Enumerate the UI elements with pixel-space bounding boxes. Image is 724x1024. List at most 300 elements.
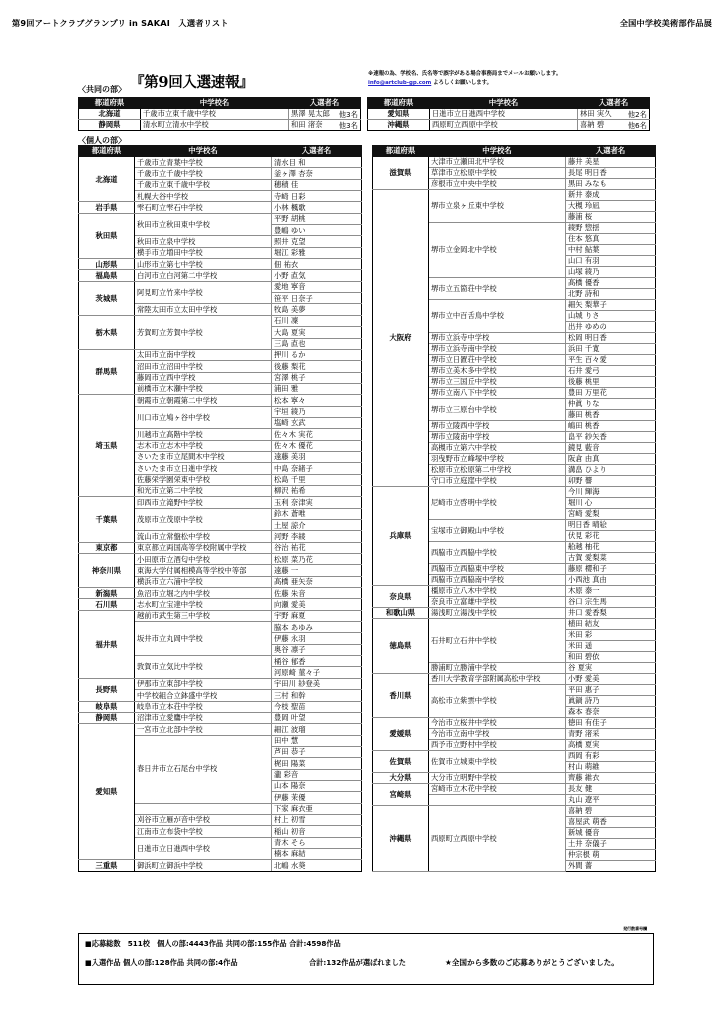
- cell-winner: 宇田川 紗登美: [272, 678, 362, 689]
- cell-school: 越前市武生第三中学校: [135, 610, 272, 621]
- cell-winner: 山城 りさ: [566, 311, 656, 322]
- cell-prefecture: 福島県: [79, 270, 135, 281]
- cell-winner: 齊藤 維衣: [566, 773, 656, 784]
- table-row: [373, 190, 656, 201]
- cell-winner: 米田 彩: [566, 630, 656, 641]
- cell-prefecture: 北海道: [79, 109, 141, 120]
- table-row: [79, 712, 362, 723]
- table-row: [373, 487, 656, 498]
- cell-winner: 中村 鮎葉: [566, 245, 656, 256]
- cell-school: [135, 803, 272, 814]
- cell-winner: 宮澤 桃子: [272, 372, 362, 383]
- cell-winner: 林田 実久 他2名: [578, 109, 650, 120]
- cell-school: 秋田市立秋田東中学校: [135, 213, 272, 236]
- cell-winner: 河野 李綾: [272, 531, 362, 542]
- cell-school: さいたま市立日進中学校: [135, 463, 272, 474]
- table-row: [79, 349, 362, 360]
- cell-winner: 鏡見 藍音: [566, 443, 656, 454]
- issue-number-stamp: 発行数番号欄: [623, 926, 647, 931]
- cell-school: 堺市立三原台中学校: [429, 399, 566, 421]
- cell-winner: 小野 愛美: [566, 674, 656, 685]
- table-row: [373, 608, 656, 619]
- cell-winner: 小林 楓歌: [272, 202, 362, 213]
- cell-winner: 佐藤 朱音: [272, 588, 362, 599]
- cell-winner: 仲宗根 萌: [566, 850, 656, 861]
- cell-winner: 谷口 宗生馬: [566, 597, 656, 608]
- column-header-winner: 入選者名: [289, 98, 361, 109]
- cell-prefecture: 石川県: [79, 599, 135, 610]
- cell-winner: 脇本 あゆみ: [272, 622, 362, 633]
- cell-school: 前橋市立木瀬中学校: [135, 383, 272, 394]
- cell-winner: 西岡 有彩: [566, 751, 656, 762]
- cell-additional-count: 他2名: [627, 110, 647, 119]
- cell-winner: 石井 愛弓: [566, 366, 656, 377]
- cell-prefecture: 神奈川県: [79, 554, 135, 588]
- cell-prefecture: 和歌山県: [373, 608, 429, 619]
- cell-school: さいたま市立尾間木中学校: [135, 451, 272, 462]
- cell-winner: 山塚 綾乃: [566, 267, 656, 278]
- cell-school: 西原町立西原中学校: [430, 120, 578, 131]
- cell-prefecture: 静岡県: [79, 712, 135, 723]
- cell-winner: 藤田 桃香: [566, 410, 656, 421]
- cell-winner: 綾野 惣揺: [566, 223, 656, 234]
- cell-school: 堺市立金岡北中学校: [429, 223, 566, 278]
- cell-school: 堺市立三国丘中学校: [429, 377, 566, 388]
- cell-winner: 玉利 奈津実: [272, 497, 362, 508]
- cell-winner: 村山 萌維: [566, 762, 656, 773]
- cell-winner: 明日香 晴絵: [566, 520, 656, 531]
- cell-school: 松原市立松原第二中学校: [429, 465, 566, 476]
- cell-winner: 楠本 麻結: [272, 848, 362, 859]
- cell-winner: 藤浦 桜: [566, 212, 656, 223]
- cell-additional-count: 他6名: [627, 121, 647, 130]
- cell-winner: 寺崎 日彩: [272, 191, 362, 202]
- cell-winner: 伏見 彩花: [566, 531, 656, 542]
- cell-winner: 卯野 響: [566, 476, 656, 487]
- cell-prefecture: 大分県: [373, 773, 429, 784]
- cell-school: 茂原市立茂原中学校: [135, 508, 272, 531]
- cell-school: 西脇市立西脇南中学校: [429, 575, 566, 586]
- cell-winner: 船越 柚花: [566, 542, 656, 553]
- individual-table-left: [78, 145, 362, 872]
- cell-prefecture: 奈良県: [373, 586, 429, 608]
- cell-winner: 新井 泰成: [566, 190, 656, 201]
- cell-winner: 豊田 万里花: [566, 388, 656, 399]
- cell-winner: 山本 陽奈: [272, 780, 362, 791]
- cell-winner: 高橋 夏実: [566, 740, 656, 751]
- cell-prefecture: 静岡県: [79, 120, 141, 131]
- cell-school: 尼崎市立啓明中学校: [429, 487, 566, 520]
- cell-school: 佐賀市立城東中学校: [429, 751, 566, 773]
- cell-winner: 佐々木 優花: [272, 440, 362, 451]
- cell-winner: 浦田 雅: [272, 383, 362, 394]
- column-header-prefecture: 都道府県: [373, 146, 429, 157]
- cell-school: 高槻市立第六中学校: [429, 443, 566, 454]
- cell-winner: 青木 そら: [272, 837, 362, 848]
- cell-school: 宮崎市立木花中学校: [429, 784, 566, 795]
- cell-winner: 中島 奈緒子: [272, 463, 362, 474]
- cell-school: 志木市立志木中学校: [135, 440, 272, 451]
- cell-school: 日進市立日進西中学校: [430, 109, 578, 120]
- cell-school: 藤岡市立西中学校: [135, 372, 272, 383]
- cell-school: 山形市立第七中学校: [135, 259, 272, 270]
- cell-winner: 出井 ゆめの: [566, 322, 656, 333]
- cell-school: 堺市立日置荘中学校: [429, 355, 566, 366]
- cell-winner: 細矢 梨華子: [566, 300, 656, 311]
- cell-winner: 清水目 和: [272, 157, 362, 168]
- cell-prefecture: 北海道: [79, 157, 135, 202]
- cell-school: 高松市立紫雲中学校: [429, 685, 566, 718]
- cell-school: 香川大学教育学部附属高松中学校: [429, 674, 566, 685]
- cell-winner: 牧島 美夢: [272, 304, 362, 315]
- table-row: [79, 270, 362, 281]
- joint-table-left: [78, 97, 361, 131]
- cell-winner: 愛地 寧音: [272, 281, 362, 292]
- cell-school: 沼田市立沼田中学校: [135, 361, 272, 372]
- cell-winner: 宮崎 愛梨: [566, 509, 656, 520]
- individual-section: [78, 145, 654, 872]
- table-row: [79, 202, 362, 213]
- cell-winner: 森本 春奈: [566, 707, 656, 718]
- cell-school: 横手市立増田中学校: [135, 247, 272, 258]
- table-row: [79, 157, 362, 168]
- column-header-school: 中学校名: [141, 98, 289, 109]
- cell-prefecture: 佐賀県: [373, 751, 429, 773]
- cell-winner: 小西池 真由: [566, 575, 656, 586]
- cell-prefecture: 徳島県: [373, 619, 429, 674]
- joint-section: [78, 97, 648, 131]
- cell-school: 魚沼市立堀之内中学校: [135, 588, 272, 599]
- cell-prefecture: 埼玉県: [79, 395, 135, 497]
- cell-winner: 今枝 聖苗: [272, 701, 362, 712]
- cell-prefecture: 愛知県: [368, 109, 430, 120]
- table-row: [79, 588, 362, 599]
- cell-school: 千歳市立東千歳中学校: [135, 179, 272, 190]
- cell-school: 堺市立南八下中学校: [429, 388, 566, 399]
- cell-school: 白河市立白河第二中学校: [135, 270, 272, 281]
- cell-school: 東海大学付属相模高等学校中等部: [135, 565, 272, 576]
- cell-school: 横浜市立六浦中学校: [135, 576, 272, 587]
- cell-winner: 釜ヶ澤 杏奈: [272, 168, 362, 179]
- table-row: [79, 610, 362, 621]
- cell-winner: 藤原 櫻和子: [566, 564, 656, 575]
- footer-selected-works: ■入選作品 個人の部:128作品 共同の部:4作品: [85, 958, 238, 967]
- column-header-prefecture: 都道府県: [368, 98, 430, 109]
- cell-school: 流山市立常盤松中学校: [135, 531, 272, 542]
- joint-right-body: [368, 109, 650, 131]
- table-row: [79, 701, 362, 712]
- cell-winner: 黒澤 晃太郎 他3名: [289, 109, 361, 120]
- joint-section-label: 〈共同の部〉: [78, 85, 126, 94]
- cell-prefecture: 沖縄県: [373, 806, 429, 872]
- cell-winner: 伊藤 茉優: [272, 792, 362, 803]
- table-row: [79, 259, 362, 270]
- cell-winner: 畠平 紗矢香: [566, 432, 656, 443]
- cell-prefecture: 山形県: [79, 259, 135, 270]
- table-row: [79, 315, 362, 326]
- cell-school: 小田原市立酒匂中学校: [135, 554, 272, 565]
- page-title: 『第9回入選速報』: [130, 74, 254, 91]
- cell-school: 坂井市立丸岡中学校: [135, 622, 272, 656]
- cell-school: 敦賀市立気比中学校: [135, 656, 272, 679]
- cell-school: 秋田市立泉中学校: [135, 236, 272, 247]
- cell-school: 東京都立両国高等学校附属中学校: [135, 542, 272, 553]
- cell-winner: 長友 健: [566, 784, 656, 795]
- cell-winner: 佐々木 実花: [272, 429, 362, 440]
- cell-school: 大分市立明野中学校: [429, 773, 566, 784]
- footer-total-entries: ■応募総数 511校 個人の部:4443作品 共同の部:155作品 合計:4598作品: [85, 939, 341, 948]
- header-right-title: 全国中学校美術部作品展: [619, 18, 712, 28]
- cell-winner: 谷 夏実: [566, 663, 656, 674]
- cell-school: 堺市立陵南中学校: [429, 432, 566, 443]
- cell-prefecture: 栃木県: [79, 315, 135, 349]
- cell-prefecture: 秋田県: [79, 213, 135, 258]
- cell-winner: 木原 泰一: [566, 586, 656, 597]
- running-header: [0, 18, 724, 29]
- table-header-row: [79, 98, 361, 109]
- cell-winner: 北野 詩和: [566, 289, 656, 300]
- footer-selected-total: 合計:132作品が選ばれました: [309, 958, 406, 967]
- cell-school: 札幌大谷中学校: [135, 191, 272, 202]
- cell-winner: 和田 渚奈 他3名: [289, 120, 361, 131]
- cell-winner: 松原 菜乃花: [272, 554, 362, 565]
- table-row: [373, 157, 656, 168]
- cell-school: 伊那市立東部中学校: [135, 678, 272, 689]
- cell-winner: 藤井 美星: [566, 157, 656, 168]
- cell-school: 刈谷市立雁が音中学校: [135, 814, 272, 825]
- cell-prefecture: 香川県: [373, 674, 429, 718]
- column-header-winner: 入選者名: [578, 98, 650, 109]
- cell-winner: 阪倉 由真: [566, 454, 656, 465]
- individual-section-label: 〈個人の部〉: [78, 136, 126, 145]
- cell-winner: 喜納 碧 他6名: [578, 120, 650, 131]
- cell-school: 奈良市立富雄中学校: [429, 597, 566, 608]
- notice-text: [368, 70, 561, 88]
- cell-winner: 古賀 愛梨菜: [566, 553, 656, 564]
- cell-winner: 三島 直也: [272, 338, 362, 349]
- cell-winner: 眞鍋 詩乃: [566, 696, 656, 707]
- cell-school: 印西市立滝野中学校: [135, 497, 272, 508]
- column-header-winner: 入選者名: [566, 146, 656, 157]
- table-row: [79, 497, 362, 508]
- cell-prefecture: 兵庫県: [373, 487, 429, 586]
- cell-prefecture: 宮崎県: [373, 784, 429, 806]
- cell-prefecture: 長野県: [79, 678, 135, 701]
- table-row: [373, 619, 656, 630]
- table-row: [79, 599, 362, 610]
- cell-school: 大津市立瀬田北中学校: [429, 157, 566, 168]
- cell-school: 堺市立中百舌鳥中学校: [429, 300, 566, 333]
- cell-additional-count: 他3名: [338, 121, 358, 130]
- individual-left-body: [79, 157, 362, 872]
- cell-winner: 喜屋武 萌香: [566, 817, 656, 828]
- table-header-row: [373, 146, 656, 157]
- joint-table-right: [367, 97, 650, 131]
- cell-winner: 今川 輝海: [566, 487, 656, 498]
- cell-winner: 奥谷 凛子: [272, 644, 362, 655]
- cell-winner: 遠藤 美羽: [272, 451, 362, 462]
- cell-school: 宝塚市立御殿山中学校: [429, 520, 566, 542]
- cell-school: 志水町立宝達中学校: [135, 599, 272, 610]
- cell-winner: 喜納 碧: [566, 806, 656, 817]
- cell-prefecture: 千葉県: [79, 497, 135, 542]
- cell-winner: 河原崎 菫々子: [272, 667, 362, 678]
- cell-winner: 照井 克望: [272, 236, 362, 247]
- cell-school: 春日井市立石尾台中学校: [135, 735, 272, 803]
- cell-prefecture: 茨城県: [79, 281, 135, 315]
- cell-winner: 遠藤 一: [272, 565, 362, 576]
- summary-footer: [78, 926, 654, 985]
- cell-winner: 村上 初雪: [272, 814, 362, 825]
- cell-prefecture: 岐阜県: [79, 701, 135, 712]
- cell-winner: 溝畠 ひより: [566, 465, 656, 476]
- cell-winner: 植田 結友: [566, 619, 656, 630]
- cell-prefecture: 大阪府: [373, 190, 429, 487]
- notice-line-1: ※速報の為、学校名、氏名等で誤字がある場合事務局までメールお願いします。: [368, 71, 562, 77]
- column-header-prefecture: 都道府県: [79, 98, 141, 109]
- table-row: [373, 674, 656, 685]
- cell-winner: 平生 百々愛: [566, 355, 656, 366]
- cell-winner: 大槻 玲凪: [566, 201, 656, 212]
- cell-winner: 宇垣 綾乃: [272, 406, 362, 417]
- footer-thanks-message: ★全国から多数のご応募ありがとうございました。: [445, 958, 619, 967]
- column-header-school: 中学校名: [430, 98, 578, 109]
- cell-school: 西脇市立西脇中学校: [429, 542, 566, 564]
- table-row: [79, 860, 362, 872]
- cell-school: 堺市立泉ヶ丘東中学校: [429, 190, 566, 223]
- cell-winner: 田中 慧: [272, 735, 362, 746]
- cell-winner: 塩崎 玄武: [272, 417, 362, 428]
- cell-school: 彦根市立中央中学校: [429, 179, 566, 190]
- cell-winner: 豊岡 叶望: [272, 712, 362, 723]
- table-row: [79, 554, 362, 565]
- cell-school: 芳賀町立芳賀中学校: [135, 315, 272, 349]
- cell-winner: 北嶋 水葵: [272, 860, 362, 872]
- table-row: [373, 586, 656, 597]
- cell-winner: 佃 祐衣: [272, 259, 362, 270]
- table-row: [373, 751, 656, 762]
- cell-school: 西原町立西原中学校: [429, 806, 566, 872]
- table-row: [368, 109, 650, 120]
- cell-school: 堺市立五箇荘中学校: [429, 278, 566, 300]
- column-header-school: 中学校名: [135, 146, 272, 157]
- cell-prefecture: 新潟県: [79, 588, 135, 599]
- cell-school: 千歳市立千歳中学校: [135, 168, 272, 179]
- cell-school: 太田市立南中学校: [135, 349, 272, 360]
- contact-email-link[interactable]: info@artclub-gp.com: [368, 79, 432, 86]
- cell-school: 堺市立浜寺中学校: [429, 333, 566, 344]
- cell-winner: 住本 悠真: [566, 234, 656, 245]
- cell-school: 堺市立浜寺南中学校: [429, 344, 566, 355]
- cell-school: 阿見町立竹来中学校: [135, 281, 272, 304]
- table-header-row: [368, 98, 650, 109]
- cell-winner: 井口 愛香梨: [566, 608, 656, 619]
- table-row: [373, 773, 656, 784]
- table-row: [79, 109, 361, 120]
- cell-school: [429, 795, 566, 806]
- header-left-title: 第9回アートクラブグランプリ in SAKAI 入選者リスト: [12, 18, 229, 28]
- cell-prefecture: 東京都: [79, 542, 135, 553]
- notice-line-2: よろしくお願いします。: [433, 79, 493, 86]
- cell-winner: 小野 直気: [272, 270, 362, 281]
- cell-winner: 嶋田 桃香: [566, 421, 656, 432]
- cell-winner: 平野 胡桃: [272, 213, 362, 224]
- cell-winner: 丸山 遼平: [566, 795, 656, 806]
- cell-winner: 大島 夏実: [272, 327, 362, 338]
- cell-winner: 土井 奈儀子: [566, 839, 656, 850]
- cell-school: 草津市立松原中学校: [429, 168, 566, 179]
- cell-winner: 松本 寧々: [272, 395, 362, 406]
- cell-school: 西脇市立西脇東中学校: [429, 564, 566, 575]
- cell-school: 和光市立第二中学校: [135, 485, 272, 496]
- cell-winner: 向瀬 愛美: [272, 599, 362, 610]
- cell-winner: 仲眞 りな: [566, 399, 656, 410]
- cell-winner: 笹平 日奈子: [272, 293, 362, 304]
- table-row: [368, 120, 650, 131]
- cell-winner: 細江 波瑠: [272, 724, 362, 735]
- column-header-winner: 入選者名: [272, 146, 362, 157]
- cell-winner: 梶田 陽菜: [272, 758, 362, 769]
- cell-winner: 髙橋 亜矢奈: [272, 576, 362, 587]
- cell-winner: 松岡 明日香: [566, 333, 656, 344]
- cell-winner: 後藤 桃里: [566, 377, 656, 388]
- cell-prefecture: 福井県: [79, 610, 135, 678]
- cell-school: 朝霞市立朝霞第二中学校: [135, 395, 272, 406]
- cell-winner: 後藤 梨花: [272, 361, 362, 372]
- table-row: [79, 724, 362, 735]
- cell-winner: 谷治 祐花: [272, 542, 362, 553]
- cell-winner: 宇野 麻夏: [272, 610, 362, 621]
- cell-school: 御浜町立御浜中学校: [135, 860, 272, 872]
- column-header-prefecture: 都道府県: [79, 146, 135, 157]
- cell-winner: 青野 渚采: [566, 729, 656, 740]
- table-row: [79, 395, 362, 406]
- cell-winner: 新城 優音: [566, 828, 656, 839]
- cell-winner: 桶谷 郁香: [272, 656, 362, 667]
- cell-winner: 瀧 彩音: [272, 769, 362, 780]
- cell-winner: 堀江 彩雅: [272, 247, 362, 258]
- cell-additional-count: 他3名: [338, 110, 358, 119]
- table-header-row: [79, 146, 362, 157]
- cell-winner: 押川 るか: [272, 349, 362, 360]
- cell-school: 今治市立桜井中学校: [429, 718, 566, 729]
- cell-winner: 松島 千里: [272, 474, 362, 485]
- cell-school: 日進市立日進西中学校: [135, 837, 272, 860]
- column-header-school: 中学校名: [429, 146, 566, 157]
- cell-winner: 長尾 明日香: [566, 168, 656, 179]
- individual-right-body: [373, 157, 656, 872]
- cell-school: 中学校組合立鉢盛中学校: [135, 690, 272, 701]
- cell-school: 勝浦町立勝浦中学校: [429, 663, 566, 674]
- cell-winner: 山口 有羽: [566, 256, 656, 267]
- cell-winner: 和田 碧依: [566, 652, 656, 663]
- cell-school: 千歳市立青葉中学校: [135, 157, 272, 168]
- cell-winner: 鈴木 蒼唯: [272, 508, 362, 519]
- cell-school: 千歳市立東千歳中学校: [141, 109, 289, 120]
- cell-school: 石井町立石井中学校: [429, 619, 566, 663]
- cell-winner: 三村 和幹: [272, 690, 362, 701]
- cell-winner: 石川 凜: [272, 315, 362, 326]
- table-row: [79, 678, 362, 689]
- cell-prefecture: 岩手県: [79, 202, 135, 213]
- table-row: [79, 281, 362, 292]
- cell-winner: 平田 惠子: [566, 685, 656, 696]
- cell-school: 川口市立鳩ヶ谷中学校: [135, 406, 272, 429]
- cell-school: 江南市立布袋中学校: [135, 826, 272, 837]
- cell-winner: 穂積 佳: [272, 179, 362, 190]
- cell-prefecture: 愛知県: [79, 724, 135, 860]
- cell-school: 湯浅町立湯浅中学校: [429, 608, 566, 619]
